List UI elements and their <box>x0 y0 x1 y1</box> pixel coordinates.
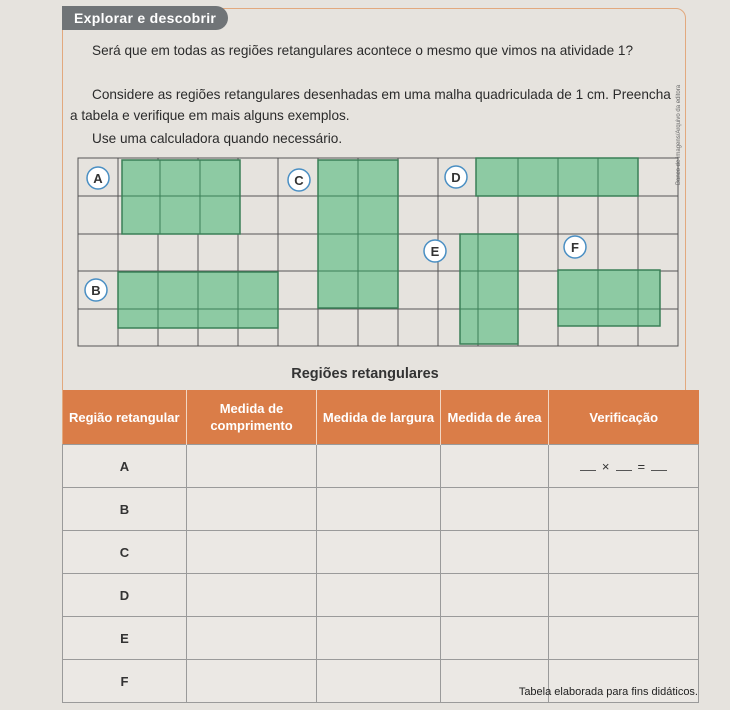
length-cell[interactable] <box>187 531 317 574</box>
table-row <box>63 574 699 617</box>
region-e <box>460 234 518 344</box>
verification-cell[interactable] <box>549 445 699 488</box>
area-cell[interactable] <box>441 488 549 531</box>
intro-paragraph-3: Use uma calculadora quando necessário. <box>92 131 343 146</box>
region-cell: B <box>63 488 187 531</box>
length-cell[interactable] <box>187 445 317 488</box>
width-cell[interactable] <box>317 531 441 574</box>
label-b <box>85 279 107 301</box>
header-length: Medida de comprimento <box>187 390 317 445</box>
label-e-text: E <box>430 244 440 259</box>
width-cell[interactable] <box>317 488 441 531</box>
width-cell[interactable] <box>317 660 441 703</box>
verification-cell[interactable] <box>549 574 699 617</box>
verification-blank-2[interactable] <box>616 460 632 471</box>
region-cell: F <box>63 660 187 703</box>
width-cell[interactable] <box>317 445 441 488</box>
length-cell[interactable] <box>187 660 317 703</box>
multiply-sign: × <box>601 458 610 474</box>
area-cell[interactable] <box>441 531 549 574</box>
image-credit: Banco de imagens/Arquivo da editora <box>676 84 682 185</box>
label-c-text: C <box>294 173 304 188</box>
label-a-text: A <box>93 171 103 186</box>
section-tag: Explorar e descobrir <box>62 6 228 30</box>
area-cell[interactable] <box>441 617 549 660</box>
width-cell[interactable] <box>317 617 441 660</box>
header-verification: Verificação <box>549 390 699 445</box>
intro-paragraph-1: Será que em todas as regiões retangulares acontece o mesmo que vimos na atividade 1? <box>92 43 634 58</box>
area-cell[interactable] <box>441 574 549 617</box>
header-width: Medida de largura <box>317 390 441 445</box>
table-header-row <box>63 390 699 445</box>
length-cell[interactable] <box>187 617 317 660</box>
square-grid <box>70 150 682 355</box>
verification-cell[interactable] <box>549 531 699 574</box>
table-source-note: Tabela elaborada para fins didáticos. <box>518 686 698 698</box>
grid-svg <box>70 150 682 350</box>
region-cell: E <box>63 617 187 660</box>
length-cell[interactable] <box>187 574 317 617</box>
table-row <box>63 617 699 660</box>
length-cell[interactable] <box>187 488 317 531</box>
area-cell[interactable] <box>441 445 549 488</box>
regions-table <box>62 390 699 703</box>
header-area: Medida de área <box>441 390 549 445</box>
region-d <box>476 158 638 196</box>
table-row <box>63 445 699 488</box>
label-f <box>564 236 586 258</box>
table-row <box>63 488 699 531</box>
region-b <box>118 272 278 328</box>
region-a <box>122 160 240 234</box>
width-cell[interactable] <box>317 574 441 617</box>
verification-blank-1[interactable] <box>580 460 596 471</box>
verification-cell[interactable] <box>549 488 699 531</box>
table-row <box>63 531 699 574</box>
region-cell: A <box>63 445 187 488</box>
verification-blank-3[interactable] <box>651 460 667 471</box>
table-title: Regiões retangulares <box>291 366 439 382</box>
verification-cell[interactable] <box>549 617 699 660</box>
equals-sign: = <box>637 458 646 474</box>
label-b-text: B <box>91 283 101 298</box>
region-cell: C <box>63 531 187 574</box>
region-cell: D <box>63 574 187 617</box>
region-f <box>558 270 660 326</box>
label-f-text: F <box>571 240 579 255</box>
label-e <box>424 240 446 262</box>
label-c <box>288 169 310 191</box>
label-d-text: D <box>451 170 461 185</box>
label-a <box>87 167 109 189</box>
label-d <box>445 166 467 188</box>
region-c <box>318 160 398 308</box>
header-region: Região retangular <box>63 390 187 445</box>
intro-paragraph-2: Considere as regiões retangulares desenhadas em uma malha quadriculada de 1 cm. Preencha a tabela e verifique em mais alguns exemplos. <box>70 87 671 123</box>
